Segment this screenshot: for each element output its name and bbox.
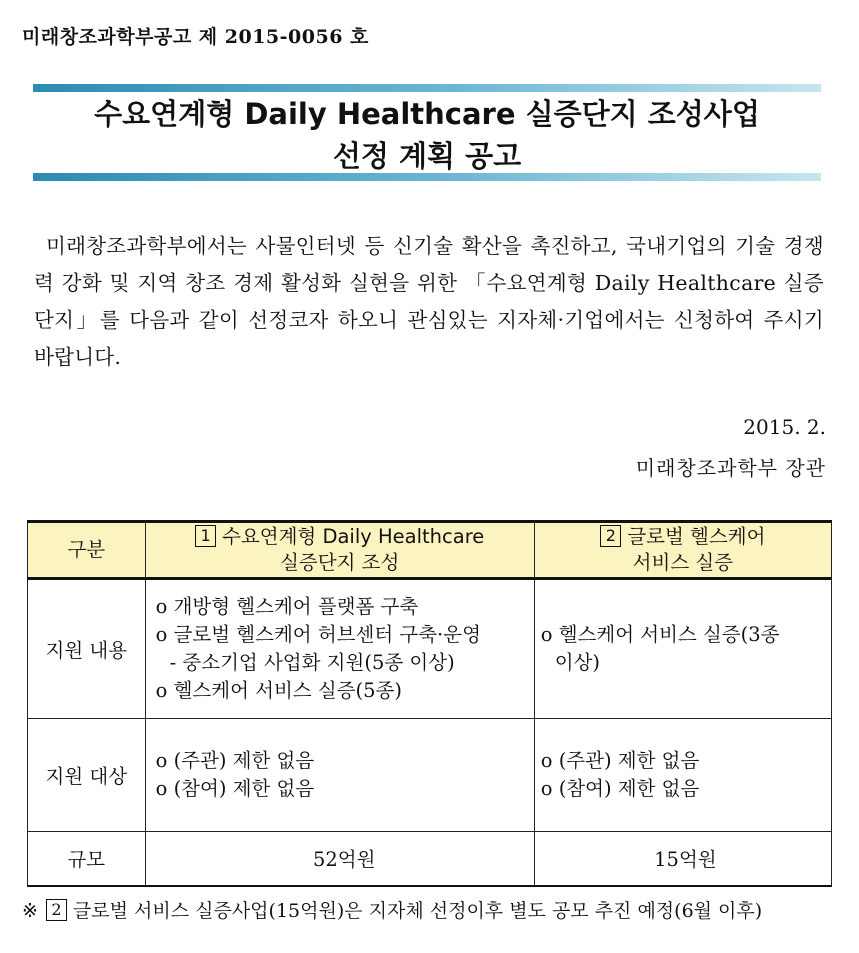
header-col2 bbox=[534, 522, 831, 579]
list-item: o (참여) 제한 없음 bbox=[540, 777, 700, 800]
row-category: 지원 내용 bbox=[28, 579, 146, 719]
number-box: 2 bbox=[600, 525, 621, 547]
table-row bbox=[28, 719, 832, 832]
list-item: o (주관) 제한 없음 bbox=[540, 749, 700, 772]
row-col2 bbox=[534, 579, 831, 719]
support-table bbox=[27, 520, 832, 887]
announcement-date: 2015. 2. bbox=[743, 415, 826, 439]
table-header-row bbox=[28, 522, 832, 579]
signature: 미래창조과학부 장관 bbox=[635, 456, 826, 480]
list-item: o (참여) 제한 없음 bbox=[155, 777, 315, 800]
intro-text: 미래창조과학부에서는 사물인터넷 등 신기술 확산을 촉진하고, 국내기업의 기술 경쟁력 강화 및 지역 창조 경제 활성화 실현을 위한 「수요연계형 Daily Healthcare 실증단지」를 다음과 같이 선정코자 하오니 관심있는 지자체·기업에서는 신청하여 주시기 바랍니다. bbox=[34, 234, 824, 369]
row-col1 bbox=[145, 579, 534, 719]
note-text: 글로벌 서비스 실증사업(15억원)은 지자체 선정이후 별도 공모 추진 예정(6월 이후) bbox=[72, 900, 763, 922]
list-item: 이상) bbox=[554, 651, 601, 674]
row-col1: 52억원 bbox=[145, 832, 534, 886]
list-item: - 중소기업 사업화 지원(5종 이상) bbox=[169, 651, 455, 674]
header-col1 bbox=[145, 522, 534, 579]
list-item: o 글로벌 헬스케어 허브센터 구축·운영 bbox=[155, 623, 481, 646]
footnote bbox=[22, 896, 762, 923]
row-col1 bbox=[145, 719, 534, 832]
list-item: o 개방형 헬스케어 플랫폼 구축 bbox=[155, 595, 419, 618]
row-category: 지원 대상 bbox=[28, 719, 146, 832]
number-box: 1 bbox=[195, 525, 216, 547]
header-col1-line2: 실증단지 조성 bbox=[280, 551, 400, 574]
header-col2-line1: 글로벌 헬스케어 bbox=[627, 525, 766, 548]
header-category: 구분 bbox=[28, 522, 146, 579]
title-bar-top bbox=[33, 84, 821, 92]
list-item: o (주관) 제한 없음 bbox=[155, 749, 315, 772]
row-col2 bbox=[534, 719, 831, 832]
table-row bbox=[28, 832, 832, 886]
notice-number: 미래창조과학부공고 제 2015-0056 호 bbox=[22, 26, 369, 48]
title-bar-bottom bbox=[33, 173, 821, 181]
row-col2: 15억원 bbox=[534, 832, 831, 886]
document-title-line1: 수요연계형 Daily Healthcare 실증단지 조성사업 bbox=[94, 97, 760, 131]
list-item: o 헬스케어 서비스 실증(5종) bbox=[155, 679, 402, 702]
header-col1-line1: 수요연계형 Daily Healthcare bbox=[222, 525, 485, 548]
document-title-line2: 선정 계획 공고 bbox=[332, 139, 522, 173]
list-item: o 헬스케어 서비스 실증(3종 bbox=[540, 623, 780, 646]
row-category: 규모 bbox=[28, 832, 146, 886]
note-mark: ※ bbox=[22, 900, 38, 922]
table-row bbox=[28, 579, 832, 719]
header-col2-line2: 서비스 실증 bbox=[632, 551, 734, 574]
number-box: 2 bbox=[46, 899, 67, 921]
intro-paragraph bbox=[34, 228, 824, 376]
